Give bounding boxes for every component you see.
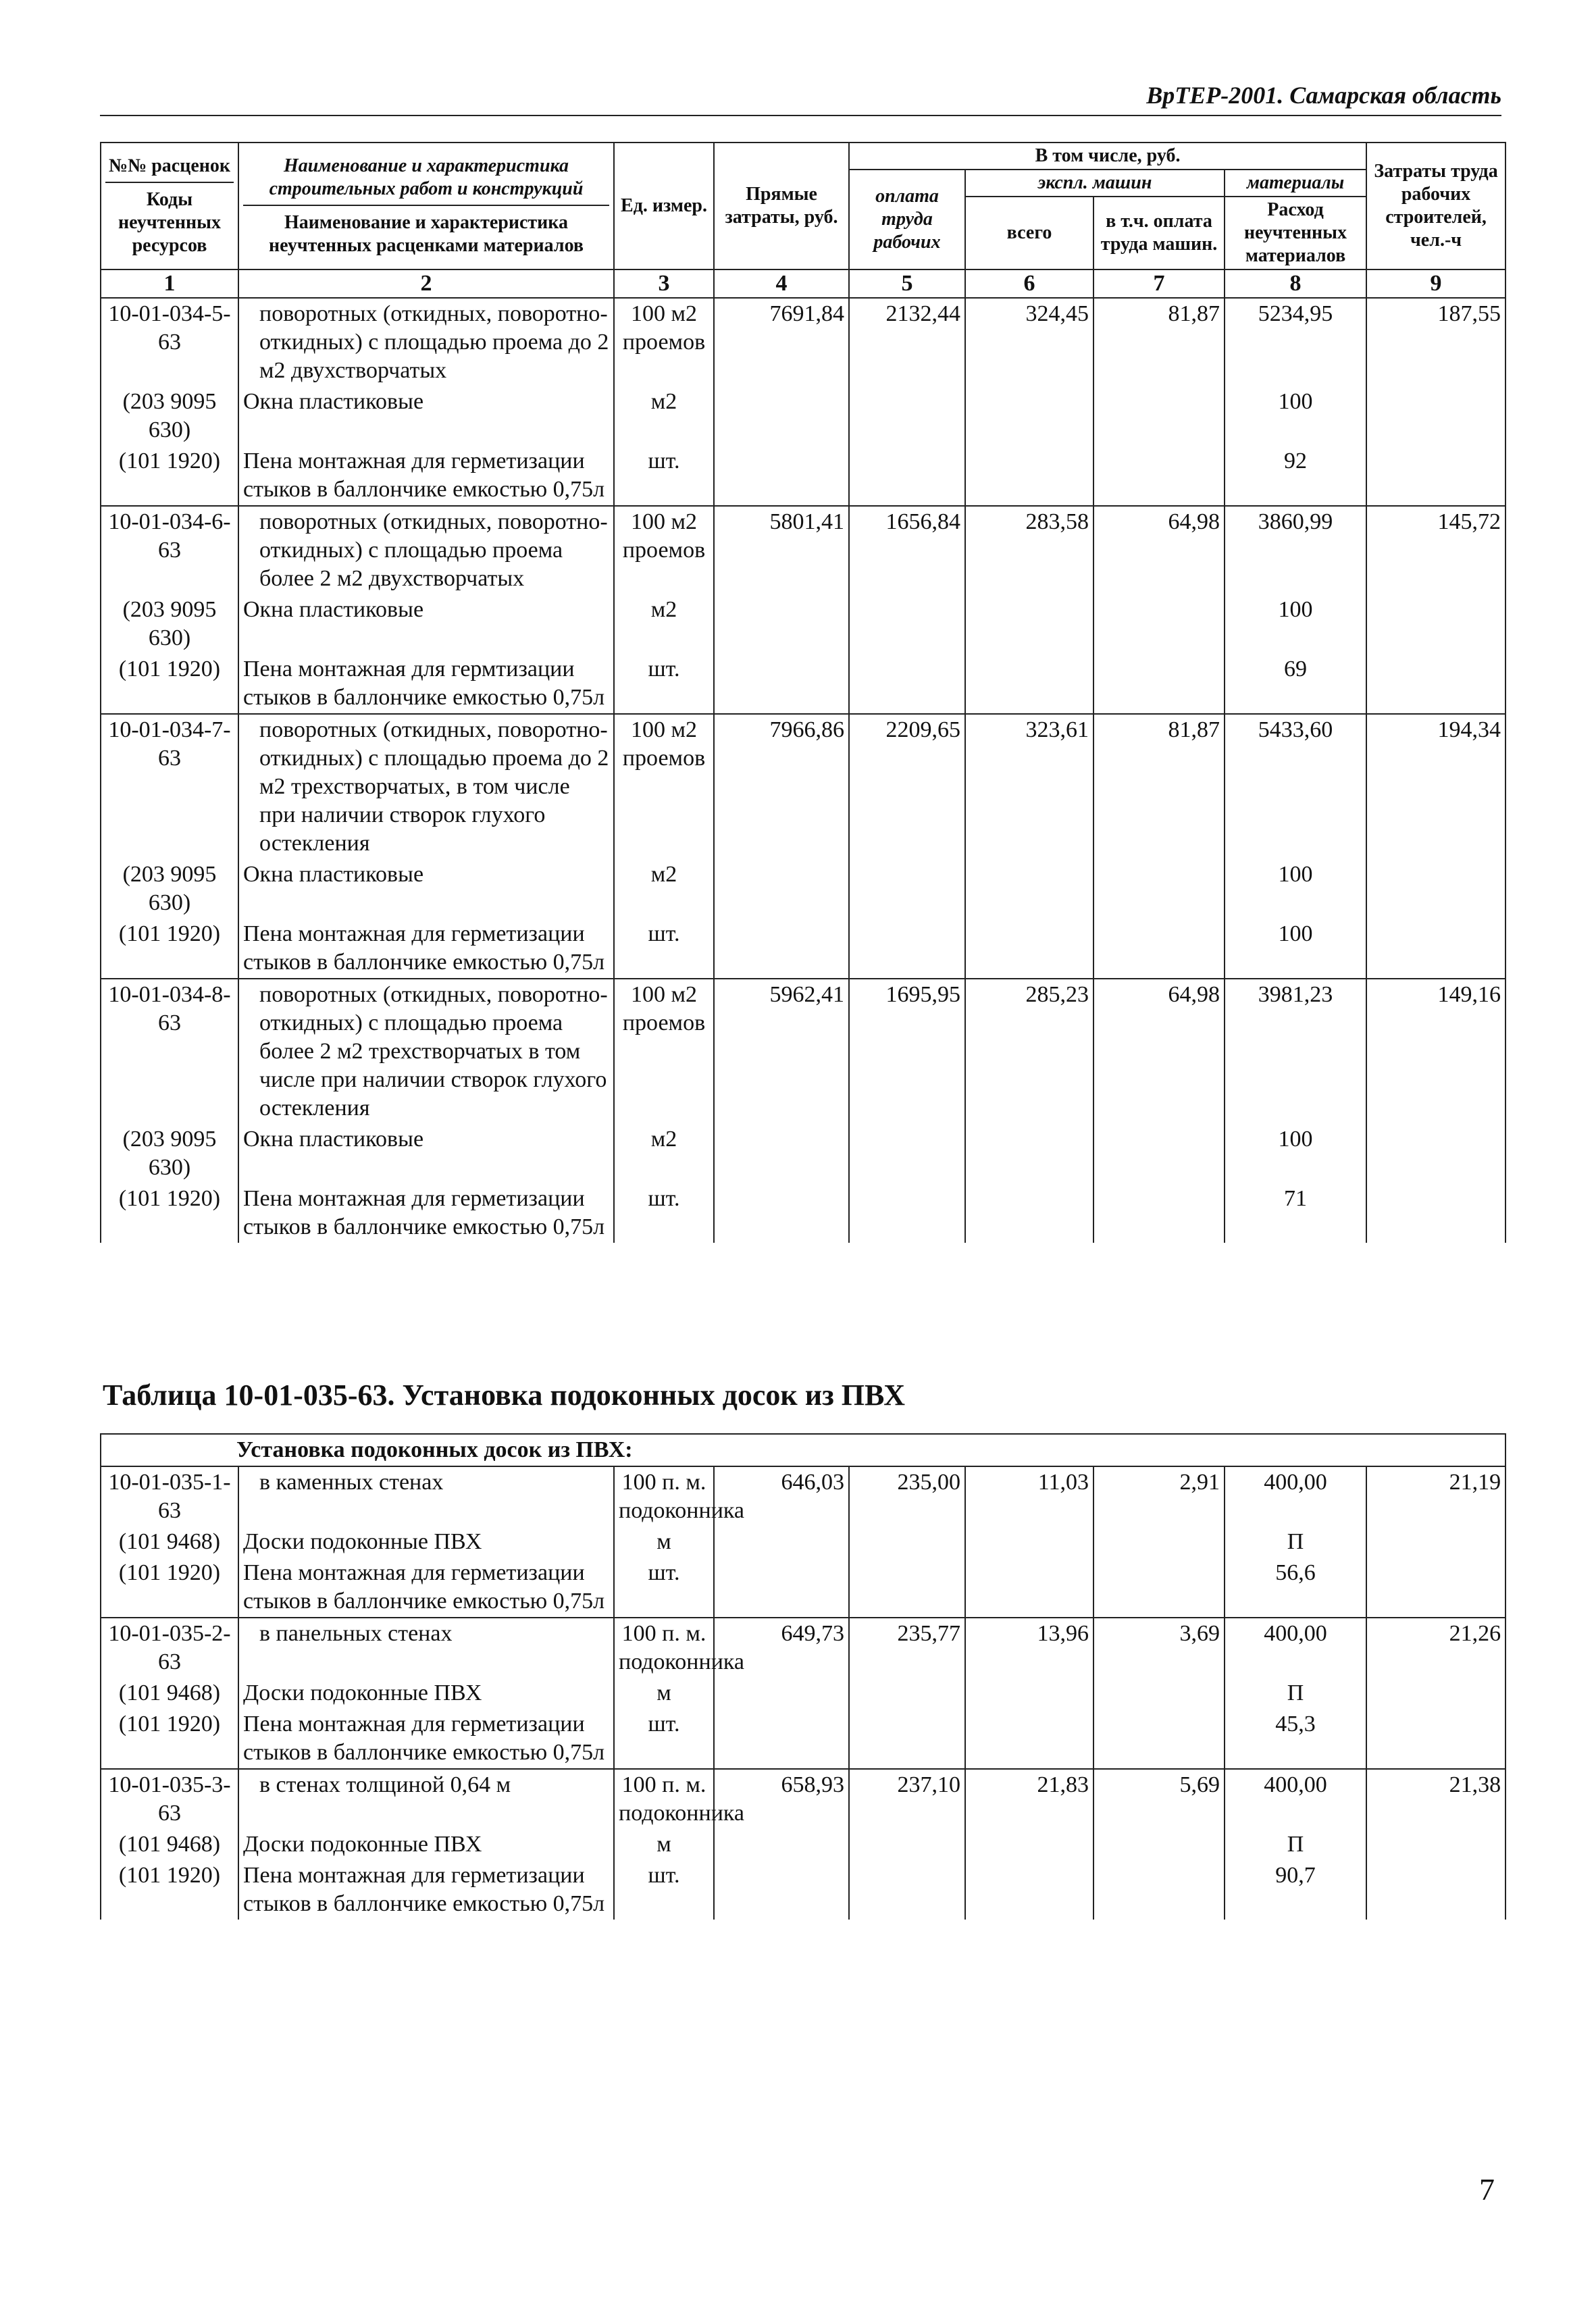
rate-row [101, 298, 1505, 386]
col-code-header: №№ расценок Коды неучтенных ресурсов [101, 143, 238, 269]
cell-unit: м [614, 1678, 714, 1709]
cell-mach-labor [1093, 859, 1225, 919]
cell-direct [714, 919, 849, 979]
cell-labor [849, 1526, 965, 1558]
cell-mach-labor [1093, 654, 1225, 714]
cell-mat: П [1225, 1678, 1366, 1709]
col-hours-header: Затраты труда рабочих строителей, чел.-ч [1366, 143, 1505, 269]
cell-direct [714, 1526, 849, 1558]
cell-mach [965, 446, 1093, 506]
cell-hours [1366, 1183, 1505, 1243]
cell-direct [714, 859, 849, 919]
cell-code: 10-01-035-3-63 [101, 1769, 238, 1829]
resource-row [101, 1124, 1505, 1183]
col-mach-group-header: экспл. машин [965, 170, 1225, 197]
cell-hours: 149,16 [1366, 979, 1505, 1124]
page-number: 7 [1479, 2172, 1495, 2207]
cell-direct: 5801,41 [714, 506, 849, 594]
cell-mat: 3860,99 [1225, 506, 1366, 594]
cell-mach [965, 594, 1093, 654]
column-number-row [101, 269, 1505, 298]
cell-mach: 21,83 [965, 1769, 1093, 1829]
cell-mach-labor [1093, 1678, 1225, 1709]
cell-direct [714, 446, 849, 506]
rate-row [101, 1769, 1505, 1829]
cell-code: (203 9095 630) [101, 859, 238, 919]
cell-hours [1366, 594, 1505, 654]
cell-unit: м2 [614, 386, 714, 446]
cell-mach [965, 1558, 1093, 1618]
cell-direct [714, 1709, 849, 1769]
cell-hours: 21,19 [1366, 1466, 1505, 1526]
col-labor-header: оплата труда рабочих [849, 170, 965, 269]
cell-mat: 5234,95 [1225, 298, 1366, 386]
cell-labor [849, 859, 965, 919]
cell-code: (101 1920) [101, 1558, 238, 1618]
cell-unit: м2 [614, 594, 714, 654]
cell-code: (101 1920) [101, 446, 238, 506]
cell-direct: 658,93 [714, 1769, 849, 1829]
cell-name: поворотных (откидных, поворотно-откидных) с площадью проема более 2 м2 двухстворчатых [238, 506, 614, 594]
cell-mach-labor [1093, 1709, 1225, 1769]
cell-name: Пена монтажная для герметизации стыков в баллончике емкостью 0,75л [238, 1558, 614, 1618]
cell-mach [965, 1526, 1093, 1558]
cell-labor: 1656,84 [849, 506, 965, 594]
cell-unit: 100 м2 проемов [614, 506, 714, 594]
cell-unit: 100 м2 проемов [614, 979, 714, 1124]
cell-hours [1366, 386, 1505, 446]
cell-mat: 56,6 [1225, 1558, 1366, 1618]
cell-mat: 71 [1225, 1183, 1366, 1243]
cell-unit: м [614, 1526, 714, 1558]
cell-mat: П [1225, 1526, 1366, 1558]
col-num: 1 [101, 269, 238, 298]
cell-unit: шт. [614, 1709, 714, 1769]
rates-table-1 [100, 142, 1506, 1243]
col-num: 2 [238, 269, 614, 298]
col-name-header: Наименование и характеристика строительных работ и конструкций Наименование и характеристика неучтенных расценками материалов [238, 143, 614, 269]
col-mach-total-header: всего [965, 197, 1093, 269]
cell-direct: 7691,84 [714, 298, 849, 386]
cell-hours [1366, 1526, 1505, 1558]
cell-labor [849, 654, 965, 714]
cell-code: (101 9468) [101, 1678, 238, 1709]
cell-mach-labor: 2,91 [1093, 1466, 1225, 1526]
cell-mach [965, 919, 1093, 979]
col-mach-labor-header: в т.ч. оплата труда машин. [1093, 197, 1225, 269]
cell-mach-labor [1093, 919, 1225, 979]
cell-labor [849, 1860, 965, 1920]
cell-mat: 100 [1225, 386, 1366, 446]
cell-mach-labor [1093, 1829, 1225, 1860]
rate-row [101, 1466, 1505, 1526]
cell-code: (101 1920) [101, 1183, 238, 1243]
cell-unit: шт. [614, 446, 714, 506]
cell-labor [849, 919, 965, 979]
cell-unit: шт. [614, 919, 714, 979]
cell-name: в каменных стенах [238, 1466, 614, 1526]
cell-labor [849, 1709, 965, 1769]
cell-direct [714, 386, 849, 446]
cell-mach [965, 1124, 1093, 1183]
cell-mat: 45,3 [1225, 1709, 1366, 1769]
cell-direct: 649,73 [714, 1618, 849, 1678]
cell-mach-labor: 3,69 [1093, 1618, 1225, 1678]
resource-row [101, 654, 1505, 714]
cell-hours [1366, 446, 1505, 506]
col-num: 7 [1093, 269, 1225, 298]
cell-hours: 145,72 [1366, 506, 1505, 594]
cell-mach-labor [1093, 1124, 1225, 1183]
cell-labor: 235,77 [849, 1618, 965, 1678]
cell-mat: 400,00 [1225, 1618, 1366, 1678]
cell-mach: 324,45 [965, 298, 1093, 386]
col-direct-header: Прямые затраты, руб. [714, 143, 849, 269]
cell-code: 10-01-034-5-63 [101, 298, 238, 386]
cell-mat: 400,00 [1225, 1466, 1366, 1526]
cell-mach: 285,23 [965, 979, 1093, 1124]
cell-mat: 100 [1225, 594, 1366, 654]
cell-hours [1366, 1124, 1505, 1183]
resource-row [101, 1558, 1505, 1618]
cell-code: (101 1920) [101, 654, 238, 714]
cell-mach-labor [1093, 594, 1225, 654]
cell-name: Доски подоконные ПВХ [238, 1678, 614, 1709]
cell-mach [965, 1183, 1093, 1243]
cell-mach-labor [1093, 386, 1225, 446]
cell-name: Окна пластиковые [238, 859, 614, 919]
header-title: ВрТЕР-2001. Самарская область [1146, 82, 1501, 109]
cell-hours [1366, 1678, 1505, 1709]
cell-hours: 21,26 [1366, 1618, 1505, 1678]
cell-name: Окна пластиковые [238, 1124, 614, 1183]
cell-mach-labor [1093, 1860, 1225, 1920]
cell-name: Окна пластиковые [238, 594, 614, 654]
cell-hours: 21,38 [1366, 1769, 1505, 1829]
cell-labor: 2209,65 [849, 714, 965, 859]
cell-name: Пена монтажная для герметизации стыков в баллончике емкостью 0,75л [238, 1183, 614, 1243]
cell-labor [849, 1558, 965, 1618]
rate-row [101, 979, 1505, 1124]
cell-mat: 100 [1225, 1124, 1366, 1183]
cell-code: 10-01-034-7-63 [101, 714, 238, 859]
cell-direct [714, 1829, 849, 1860]
cell-unit: 100 м2 проемов [614, 298, 714, 386]
cell-direct: 5962,41 [714, 979, 849, 1124]
cell-labor [849, 446, 965, 506]
cell-hours [1366, 859, 1505, 919]
cell-mach [965, 859, 1093, 919]
cell-name: Пена монтажная для герметизации стыков в баллончике емкостью 0,75л [238, 1860, 614, 1920]
col-num: 6 [965, 269, 1093, 298]
cell-name: Пена монтажная для герметизации стыков в баллончике емкостью 0,75л [238, 1709, 614, 1769]
cell-name: Доски подоконные ПВХ [238, 1526, 614, 1558]
col-num: 5 [849, 269, 965, 298]
cell-direct: 7966,86 [714, 714, 849, 859]
cell-mach-labor: 81,87 [1093, 714, 1225, 859]
cell-mach-labor: 64,98 [1093, 979, 1225, 1124]
cell-name: в панельных стенах [238, 1618, 614, 1678]
table-2-title: Таблица 10-01-035-63. Установка подоконных досок из ПВХ [103, 1379, 906, 1412]
cell-name: Пена монтажная для герметизации стыков в баллончике емкостью 0,75л [238, 446, 614, 506]
cell-unit: шт. [614, 1183, 714, 1243]
cell-mach-labor [1093, 1183, 1225, 1243]
cell-mach: 283,58 [965, 506, 1093, 594]
cell-name: Доски подоконные ПВХ [238, 1829, 614, 1860]
cell-labor [849, 386, 965, 446]
rates-table-2 [100, 1433, 1506, 1920]
cell-mach-labor [1093, 1558, 1225, 1618]
cell-code: (101 9468) [101, 1829, 238, 1860]
cell-code: (101 1920) [101, 919, 238, 979]
resource-row [101, 1860, 1505, 1920]
cell-code: 10-01-035-2-63 [101, 1618, 238, 1678]
cell-mat: 3981,23 [1225, 979, 1366, 1124]
cell-unit: шт. [614, 1558, 714, 1618]
cell-direct [714, 1124, 849, 1183]
cell-unit: 100 п. м. подоконника [614, 1466, 714, 1526]
cell-mach: 11,03 [965, 1466, 1093, 1526]
running-header [100, 81, 1501, 116]
cell-mach: 13,96 [965, 1618, 1093, 1678]
cell-unit: м [614, 1829, 714, 1860]
resource-row [101, 1526, 1505, 1558]
cell-mat: 92 [1225, 446, 1366, 506]
cell-mach-labor [1093, 446, 1225, 506]
cell-labor [849, 1183, 965, 1243]
cell-direct [714, 654, 849, 714]
cell-labor: 237,10 [849, 1769, 965, 1829]
cell-name: Пена монтажная для герметизации стыков в баллончике емкостью 0,75л [238, 919, 614, 979]
resource-row [101, 1678, 1505, 1709]
cell-name: поворотных (откидных, поворотно-откидных) с площадью проема более 2 м2 трехстворчатых в том числе при наличии створок глухого остекления [238, 979, 614, 1124]
cell-mach [965, 1709, 1093, 1769]
cell-hours [1366, 1829, 1505, 1860]
cell-name: в стенах толщиной 0,64 м [238, 1769, 614, 1829]
rate-row [101, 506, 1505, 594]
cell-mat: 400,00 [1225, 1769, 1366, 1829]
cell-unit: шт. [614, 654, 714, 714]
cell-labor: 2132,44 [849, 298, 965, 386]
cell-unit: 100 п. м. подоконника [614, 1618, 714, 1678]
cell-code: (203 9095 630) [101, 594, 238, 654]
cell-code: 10-01-034-6-63 [101, 506, 238, 594]
cell-unit: шт. [614, 1860, 714, 1920]
col-num: 3 [614, 269, 714, 298]
cell-unit: 100 м2 проемов [614, 714, 714, 859]
cell-code: (101 1920) [101, 1709, 238, 1769]
cell-mach [965, 1860, 1093, 1920]
cell-mach: 323,61 [965, 714, 1093, 859]
resource-row [101, 919, 1505, 979]
col-num: 4 [714, 269, 849, 298]
col-incl-header: В том числе, руб. [849, 143, 1366, 170]
cell-direct [714, 1183, 849, 1243]
cell-hours [1366, 919, 1505, 979]
resource-row [101, 859, 1505, 919]
cell-mat: 69 [1225, 654, 1366, 714]
cell-mach-labor: 64,98 [1093, 506, 1225, 594]
resource-row [101, 386, 1505, 446]
cell-labor [849, 1829, 965, 1860]
cell-direct [714, 1558, 849, 1618]
cell-labor [849, 594, 965, 654]
cell-mach-labor: 5,69 [1093, 1769, 1225, 1829]
cell-unit: м2 [614, 1124, 714, 1183]
resource-row [101, 446, 1505, 506]
cell-name: Окна пластиковые [238, 386, 614, 446]
cell-mach-labor: 81,87 [1093, 298, 1225, 386]
cell-unit: м2 [614, 859, 714, 919]
cell-labor [849, 1124, 965, 1183]
cell-labor: 1695,95 [849, 979, 965, 1124]
cell-labor [849, 1678, 965, 1709]
col-mat-group-header: материалы [1225, 170, 1366, 197]
cell-direct [714, 594, 849, 654]
col-mat-header: Расход неучтенных материалов [1225, 197, 1366, 269]
cell-code: (203 9095 630) [101, 1124, 238, 1183]
cell-direct [714, 1678, 849, 1709]
cell-mach [965, 386, 1093, 446]
cell-hours [1366, 654, 1505, 714]
resource-row [101, 1709, 1505, 1769]
resource-row [101, 594, 1505, 654]
cell-name: поворотных (откидных, поворотно-откидных) с площадью проема до 2 м2 двухстворчатых [238, 298, 614, 386]
cell-mat: 90,7 [1225, 1860, 1366, 1920]
cell-hours: 194,34 [1366, 714, 1505, 859]
cell-mach [965, 1678, 1093, 1709]
cell-labor: 235,00 [849, 1466, 965, 1526]
cell-mach-labor [1093, 1526, 1225, 1558]
cell-mat: 100 [1225, 859, 1366, 919]
cell-mat: 100 [1225, 919, 1366, 979]
rate-row [101, 714, 1505, 859]
cell-hours [1366, 1709, 1505, 1769]
cell-name: Пена монтажная для гермтизации стыков в баллончике емкостью 0,75л [238, 654, 614, 714]
cell-code: 10-01-035-1-63 [101, 1466, 238, 1526]
cell-name: поворотных (откидных, поворотно-откидных) с площадью проема до 2 м2 трехстворчатых, в том числе при наличии створок глухого остекления [238, 714, 614, 859]
col-num: 9 [1366, 269, 1505, 298]
cell-hours [1366, 1860, 1505, 1920]
cell-hours [1366, 1558, 1505, 1618]
cell-code: (203 9095 630) [101, 386, 238, 446]
rate-row [101, 1618, 1505, 1678]
cell-hours: 187,55 [1366, 298, 1505, 386]
col-unit-header: Ед. измер. [614, 143, 714, 269]
cell-mach [965, 654, 1093, 714]
cell-unit: 100 п. м. подоконника [614, 1769, 714, 1829]
cell-code: (101 1920) [101, 1860, 238, 1920]
col-num: 8 [1225, 269, 1366, 298]
cell-direct [714, 1860, 849, 1920]
cell-code: 10-01-034-8-63 [101, 979, 238, 1124]
section-heading: Установка подоконных досок из ПВХ: [101, 1434, 1505, 1466]
cell-mat: 5433,60 [1225, 714, 1366, 859]
cell-direct: 646,03 [714, 1466, 849, 1526]
resource-row [101, 1829, 1505, 1860]
cell-code: (101 9468) [101, 1526, 238, 1558]
cell-mach [965, 1829, 1093, 1860]
cell-mat: П [1225, 1829, 1366, 1860]
resource-row [101, 1183, 1505, 1243]
